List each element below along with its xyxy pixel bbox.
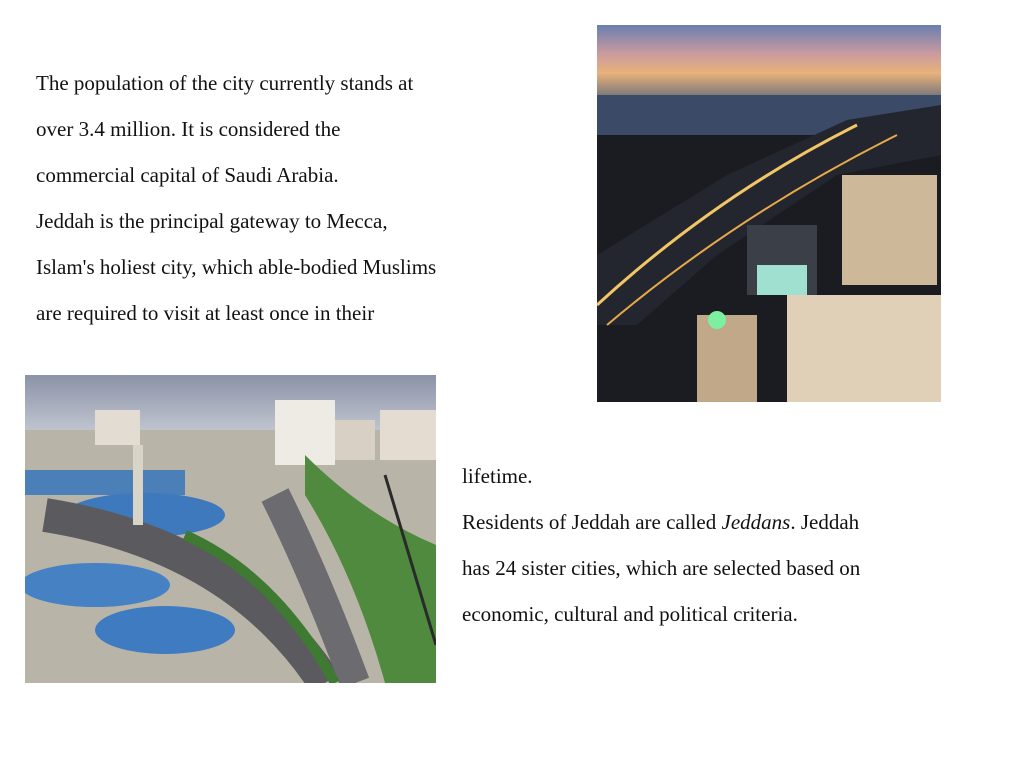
intro-paragraph — [36, 60, 556, 336]
text-line: over 3.4 million. It is considered the — [36, 117, 341, 141]
jeddah-corniche-photo — [25, 375, 436, 683]
text-segment: . Jeddah — [790, 510, 860, 534]
italic-term: Jeddans — [721, 510, 791, 534]
text-line: lifetime. — [462, 464, 533, 488]
text-line: Islam's holiest city, which able-bodied Muslims — [36, 255, 437, 279]
text-line: commercial capital of Saudi Arabia. — [36, 163, 339, 187]
jeddah-night-skyline-photo — [597, 25, 941, 402]
text-line: are required to visit at least once in their — [36, 301, 375, 325]
text-line: has 24 sister cities, which are selected based on — [462, 556, 861, 580]
text-line — [462, 499, 982, 545]
text-segment: Residents of Jeddah are called — [462, 510, 722, 534]
text-line: The population of the city currently stands at — [36, 71, 414, 95]
text-line: economic, cultural and political criteria. — [462, 602, 798, 626]
continued-paragraph — [462, 453, 982, 637]
text-line: Jeddah is the principal gateway to Mecca, — [36, 209, 388, 233]
